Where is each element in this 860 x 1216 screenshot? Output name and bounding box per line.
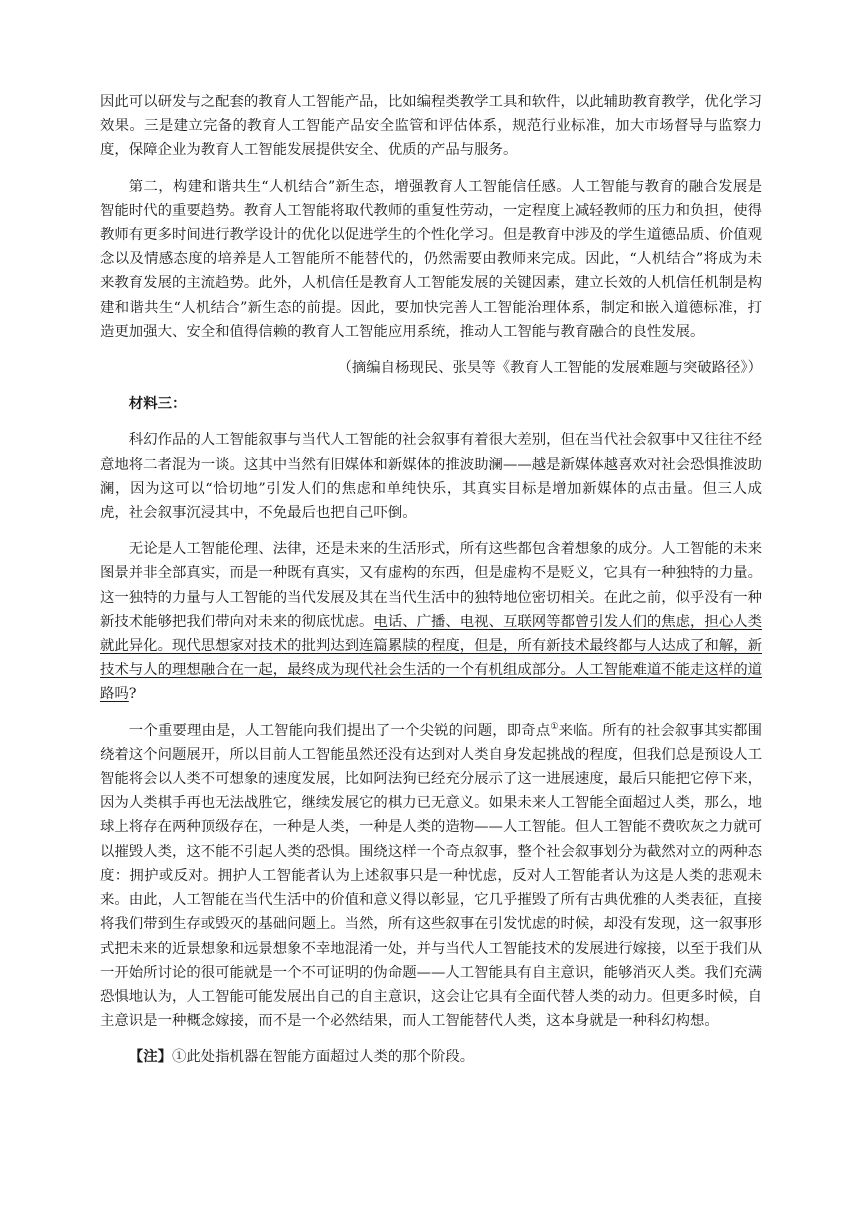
paragraph-4 bbox=[100, 537, 762, 706]
paragraph-5 bbox=[100, 719, 762, 1034]
section-heading-material-3: 材料三： bbox=[128, 396, 187, 413]
footnote bbox=[100, 1045, 762, 1069]
underlined-sentence: 电话、广播、电视、互联网等都曾引发人们的焦虑，担心人类就此异化。现代思想家对技术的批判达到连篇累牍的程度，但是，所有新技术最终都与人达成了和解，新技术与人的理想融合在一起，最终成为现代社会生活的一个有机组成部分。人工智能难道不能走这样的道路吗 bbox=[100, 613, 762, 703]
paragraph-4-text: 无论是人工智能伦理、法律，还是未来的生活形式，所有这些都包含着想象的成分。人工智能的未来图景并非全部真实，而是一种既有真实，又有虚构的东西，但是虚构不是贬义，它具有一种独特的力量。这一独特的力量与人工智能的当代发展及其在当代生活中的独特地位密切相关。在此之前，似乎没有一种新技术能够把我们带向对未来的彻底忧虑。 bbox=[100, 541, 762, 630]
source-citation: （摘编自杨现民、张昊等《教育人工智能的发展难题与突破路径》） bbox=[337, 360, 762, 377]
paragraph-5-body: 来临。所有的社会叙事其实都围绕着这个问题展开，所以目前人工智能虽然还没有达到对人类自身发起挑战的程度，但我们总是预设人工智能将会以人类不可想象的速度发展，比如阿法狗已经充分展示了这一进展速度，最后只能把它停下来，因为人类棋手再也无法战胜它，继续发展它的棋力已无意义。如果未来人工智能全面超过人类，那么，地球上将存在两种顶级存在，一种是人类，一种是人类的造物——人工智能。但人工智能不费吹灰之力就可以摧毁人类，这不能不引起人类的恐惧。围绕这样一个奇点叙事，整个社会叙事划分为截然对立的两种态度：拥护或反对。拥护人工智能者认为上述叙事只是一种忧虑，反对人工智能者认为这是人类的悲观未来。由此，人工智能在当代生活中的价值和意义得以彰显，它几乎摧毁了所有古典优雅的人类表征，直接将我们带到生存或毁灭的基础问题上。当然，所有这些叙事在引发忧虑的时候，却没有发现，这一叙事形式把未来的近景想象和远景想象不幸地混淆一处，并与当代人工智能技术的发展进行嫁接，以至于我们从一开始所讨论的很可能就是一个不可证明的伪命题——人工智能具有自主意识，能够消灭人类。我们充满恐惧地认为，人工智能可能发展出自己的自主意识，这会让它具有全面代替人类的动力。但更多时候，自主意识是一种概念嫁接，而不是一个必然结果，而人工智能替代人类，这本身就是一种科幻构想。 bbox=[100, 722, 762, 1030]
note-label: 【注】 bbox=[128, 1049, 172, 1066]
question-mark: ? bbox=[128, 686, 137, 703]
note-text: ①此处指机器在智能方面超过人类的那个阶段。 bbox=[171, 1049, 475, 1066]
footnote-ref: ① bbox=[550, 721, 559, 732]
paragraph-1: 因此可以研发与之配套的教育人工智能产品，比如编程类教学工具和软件，以此辅助教育教学，优化学习效果。三是建立完备的教育人工智能产品安全监管和评估体系，规范行业标准，加大市场督导与监察力度，保障企业为教育人工智能发展提供安全、优质的产品与服务。 bbox=[100, 94, 762, 159]
paragraph-3: 科幻作品的人工智能叙事与当代人工智能的社会叙事有着很大差别，但在当代社会叙事中又往往不经意地将二者混为一谈。这其中当然有旧媒体和新媒体的推波助澜——越是新媒体越喜欢对社会恐惧推波助澜，因为这可以“恰切地”引发人们的焦虑和单纯快乐，其真实目标是增加新媒体的点击量。但三人成虎，社会叙事沉浸其中，不免最后也把自己吓倒。 bbox=[100, 432, 762, 522]
paragraph-5-lead: 一个重要理由是，人工智能向我们提出了一个尖锐的问题，即奇点 bbox=[128, 722, 551, 739]
paragraph-2: 第二，构建和谐共生“人机结合”新生态，增强教育人工智能信任感。人工智能与教育的融合发展是智能时代的重要趋势。教育人工智能将取代教师的重复性劳动，一定程度上减轻教师的压力和负担，使得教师有更多时间进行教学设计的优化以促进学生的个性化学习。但是教育中涉及的学生道德品质、价值观念以及情感态度的培养是人工智能所不能替代的，仍然需要由教师来完成。因此，“人机结合”将成为未来教育发展的主流趋势。此外，人机信任是教育人工智能发展的关键因素，建立长效的人机信任机制是构建和谐共生“人机结合”新生态的前提。因此，要加快完善人工智能治理体系，制定和嵌入道德标准，打造更加强大、安全和值得信赖的教育人工智能应用系统，推动人工智能与教育融合的良性发展。 bbox=[100, 178, 762, 340]
document-page bbox=[100, 90, 762, 1082]
